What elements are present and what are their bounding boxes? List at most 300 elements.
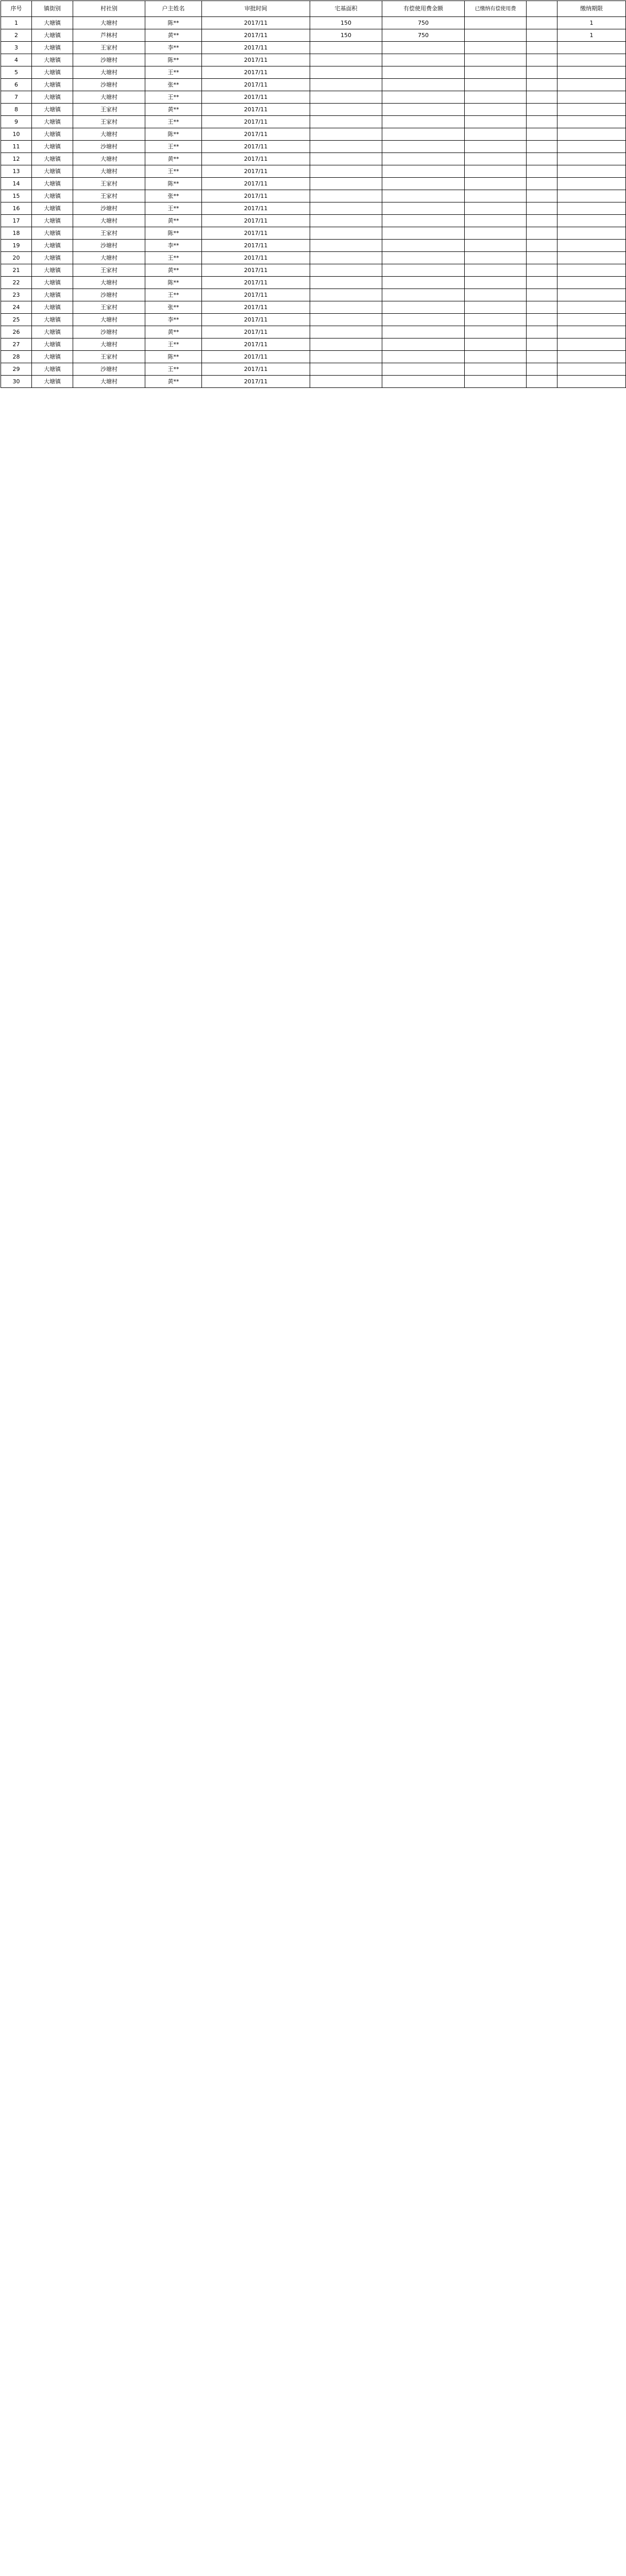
cell-area [310,66,382,79]
cell-fee [382,314,465,326]
table-body [1,17,626,388]
cell-fee [382,277,465,289]
cell-owed [465,54,527,66]
cell-area [310,240,382,252]
cell-owed [465,326,527,338]
table-row [1,252,626,264]
cell-owner: 王** [145,289,202,301]
cell-date: 2017/11 [202,227,310,240]
cell-town: 大塘镇 [32,338,73,351]
header-seq: 序号 [1,1,32,17]
cell-owed [465,141,527,153]
cell-term [557,240,626,252]
cell-date: 2017/11 [202,326,310,338]
cell-term [557,190,626,202]
cell-area [310,128,382,141]
cell-term [557,376,626,388]
cell-fee: 750 [382,17,465,29]
cell-village: 王家村 [73,351,145,363]
cell-owner: 陈** [145,351,202,363]
cell-area [310,153,382,165]
cell-paid [527,178,557,190]
cell-fee [382,227,465,240]
cell-owner: 张** [145,79,202,91]
cell-area [310,277,382,289]
cell-owner: 陈** [145,17,202,29]
cell-term [557,165,626,178]
cell-term [557,289,626,301]
cell-town: 大塘镇 [32,178,73,190]
cell-fee [382,338,465,351]
cell-fee [382,54,465,66]
table-row [1,116,626,128]
cell-area: 150 [310,29,382,42]
cell-paid [527,277,557,289]
cell-village: 大塘村 [73,17,145,29]
cell-village: 大塘村 [73,252,145,264]
cell-owed [465,91,527,104]
cell-town: 大塘镇 [32,301,73,314]
table-row [1,202,626,215]
cell-seq: 28 [1,351,32,363]
cell-area [310,141,382,153]
cell-paid [527,104,557,116]
cell-owed [465,153,527,165]
cell-term [557,215,626,227]
cell-owner: 黄** [145,29,202,42]
cell-seq: 30 [1,376,32,388]
cell-village: 沙塘村 [73,54,145,66]
cell-term [557,116,626,128]
cell-owed [465,29,527,42]
cell-owed [465,104,527,116]
table-row [1,178,626,190]
cell-area [310,79,382,91]
cell-paid [527,66,557,79]
cell-area [310,351,382,363]
cell-owner: 黄** [145,104,202,116]
cell-date: 2017/11 [202,351,310,363]
cell-seq: 20 [1,252,32,264]
cell-seq: 10 [1,128,32,141]
cell-seq: 25 [1,314,32,326]
cell-town: 大塘镇 [32,351,73,363]
cell-town: 大塘镇 [32,202,73,215]
cell-area [310,42,382,54]
cell-fee [382,178,465,190]
cell-town: 大塘镇 [32,79,73,91]
cell-paid [527,351,557,363]
cell-town: 大塘镇 [32,190,73,202]
cell-date: 2017/11 [202,301,310,314]
cell-term [557,79,626,91]
cell-owner: 王** [145,252,202,264]
cell-seq: 1 [1,17,32,29]
cell-area [310,301,382,314]
cell-term [557,54,626,66]
cell-seq: 22 [1,277,32,289]
cell-village: 大塘村 [73,376,145,388]
cell-area: 150 [310,17,382,29]
cell-town: 大塘镇 [32,141,73,153]
table-row [1,91,626,104]
cell-town: 大塘镇 [32,215,73,227]
cell-owner: 王** [145,91,202,104]
cell-town: 大塘镇 [32,326,73,338]
cell-town: 大塘镇 [32,128,73,141]
cell-term [557,227,626,240]
cell-owner: 王** [145,141,202,153]
header-village: 村社别 [73,1,145,17]
cell-term [557,301,626,314]
cell-village: 大塘村 [73,91,145,104]
data-table [1,1,626,388]
cell-fee [382,141,465,153]
table-row [1,29,626,42]
cell-area [310,54,382,66]
cell-owner: 王** [145,363,202,376]
cell-fee [382,91,465,104]
cell-paid [527,153,557,165]
cell-owed [465,227,527,240]
cell-fee [382,116,465,128]
cell-paid [527,314,557,326]
cell-fee [382,215,465,227]
cell-village: 大塘村 [73,66,145,79]
cell-town: 大塘镇 [32,363,73,376]
cell-term [557,104,626,116]
cell-date: 2017/11 [202,190,310,202]
cell-term: 1 [557,29,626,42]
cell-area [310,314,382,326]
cell-paid [527,338,557,351]
cell-seq: 4 [1,54,32,66]
cell-town: 大塘镇 [32,104,73,116]
cell-date: 2017/11 [202,178,310,190]
cell-owed [465,351,527,363]
cell-paid [527,54,557,66]
table-row [1,264,626,277]
cell-area [310,376,382,388]
cell-owner: 李** [145,42,202,54]
cell-date: 2017/11 [202,314,310,326]
table-row [1,277,626,289]
table-row [1,17,626,29]
cell-seq: 6 [1,79,32,91]
cell-paid [527,264,557,277]
cell-paid [527,190,557,202]
table-row [1,66,626,79]
cell-seq: 11 [1,141,32,153]
cell-owner: 黄** [145,153,202,165]
cell-paid [527,128,557,141]
cell-village: 大塘村 [73,338,145,351]
cell-village: 芦林村 [73,29,145,42]
cell-term [557,141,626,153]
cell-fee [382,165,465,178]
cell-owner: 黄** [145,215,202,227]
header-term: 缴纳期限 [557,1,626,17]
cell-village: 王家村 [73,42,145,54]
cell-village: 大塘村 [73,277,145,289]
cell-village: 沙塘村 [73,141,145,153]
table-row [1,190,626,202]
cell-term [557,338,626,351]
cell-village: 沙塘村 [73,240,145,252]
cell-date: 2017/11 [202,215,310,227]
cell-area [310,202,382,215]
cell-paid [527,141,557,153]
cell-area [310,104,382,116]
cell-fee [382,326,465,338]
cell-area [310,178,382,190]
cell-fee [382,79,465,91]
table-row [1,376,626,388]
cell-date: 2017/11 [202,338,310,351]
cell-seq: 2 [1,29,32,42]
cell-village: 大塘村 [73,128,145,141]
cell-owed [465,17,527,29]
cell-paid [527,227,557,240]
cell-town: 大塘镇 [32,17,73,29]
cell-seq: 13 [1,165,32,178]
cell-paid [527,116,557,128]
cell-date: 2017/11 [202,128,310,141]
cell-owed [465,252,527,264]
cell-fee [382,264,465,277]
cell-paid [527,376,557,388]
cell-term [557,277,626,289]
cell-seq: 5 [1,66,32,79]
table-row [1,314,626,326]
cell-paid [527,29,557,42]
cell-owner: 陈** [145,227,202,240]
cell-owner: 张** [145,301,202,314]
cell-paid [527,79,557,91]
cell-owner: 陈** [145,178,202,190]
cell-village: 王家村 [73,178,145,190]
cell-area [310,215,382,227]
cell-date: 2017/11 [202,17,310,29]
cell-owner: 王** [145,66,202,79]
cell-date: 2017/11 [202,153,310,165]
cell-owed [465,202,527,215]
cell-owner: 李** [145,240,202,252]
cell-village: 王家村 [73,190,145,202]
cell-town: 大塘镇 [32,54,73,66]
cell-village: 沙塘村 [73,79,145,91]
header-fee: 有偿使用费金额 [382,1,465,17]
cell-fee [382,128,465,141]
cell-town: 大塘镇 [32,227,73,240]
cell-term [557,202,626,215]
header-owner: 户主姓名 [145,1,202,17]
cell-village: 沙塘村 [73,202,145,215]
cell-seq: 26 [1,326,32,338]
cell-seq: 17 [1,215,32,227]
cell-paid [527,165,557,178]
cell-date: 2017/11 [202,91,310,104]
cell-seq: 18 [1,227,32,240]
header-town: 镇街别 [32,1,73,17]
cell-term [557,91,626,104]
cell-term [557,42,626,54]
cell-owed [465,301,527,314]
cell-village: 大塘村 [73,153,145,165]
cell-term: 1 [557,17,626,29]
cell-seq: 7 [1,91,32,104]
cell-owed [465,42,527,54]
cell-date: 2017/11 [202,141,310,153]
cell-area [310,289,382,301]
cell-seq: 19 [1,240,32,252]
cell-owner: 张** [145,190,202,202]
table-row [1,215,626,227]
cell-owed [465,289,527,301]
cell-town: 大塘镇 [32,252,73,264]
cell-town: 大塘镇 [32,66,73,79]
cell-date: 2017/11 [202,202,310,215]
table-row [1,42,626,54]
cell-village: 大塘村 [73,165,145,178]
cell-seq: 23 [1,289,32,301]
cell-village: 沙塘村 [73,363,145,376]
table-row [1,289,626,301]
cell-owed [465,314,527,326]
cell-owed [465,215,527,227]
cell-town: 大塘镇 [32,314,73,326]
cell-village: 王家村 [73,227,145,240]
table-row [1,227,626,240]
cell-seq: 8 [1,104,32,116]
cell-date: 2017/11 [202,289,310,301]
table-row [1,54,626,66]
cell-fee [382,240,465,252]
cell-date: 2017/11 [202,376,310,388]
cell-town: 大塘镇 [32,165,73,178]
cell-date: 2017/11 [202,79,310,91]
cell-area [310,91,382,104]
cell-term [557,128,626,141]
cell-fee [382,301,465,314]
cell-owner: 陈** [145,277,202,289]
cell-fee [382,66,465,79]
table-row [1,363,626,376]
table-row [1,338,626,351]
cell-term [557,178,626,190]
cell-village: 沙塘村 [73,289,145,301]
cell-town: 大塘镇 [32,91,73,104]
cell-date: 2017/11 [202,277,310,289]
cell-owed [465,190,527,202]
cell-owed [465,240,527,252]
cell-village: 王家村 [73,264,145,277]
cell-village: 大塘村 [73,314,145,326]
cell-paid [527,17,557,29]
table-row [1,153,626,165]
cell-fee [382,153,465,165]
cell-date: 2017/11 [202,104,310,116]
cell-paid [527,289,557,301]
cell-seq: 16 [1,202,32,215]
cell-owed [465,178,527,190]
cell-term [557,153,626,165]
cell-area [310,252,382,264]
cell-town: 大塘镇 [32,240,73,252]
cell-area [310,264,382,277]
cell-owner: 黄** [145,264,202,277]
cell-seq: 27 [1,338,32,351]
cell-village: 沙塘村 [73,326,145,338]
header-paid: 已缴纳有偿使用费 [465,1,527,17]
cell-area [310,165,382,178]
cell-owner: 王** [145,338,202,351]
cell-term [557,264,626,277]
cell-area [310,190,382,202]
cell-town: 大塘镇 [32,29,73,42]
cell-seq: 21 [1,264,32,277]
cell-paid [527,202,557,215]
cell-fee [382,104,465,116]
table-row [1,141,626,153]
table-row [1,79,626,91]
cell-owner: 李** [145,314,202,326]
cell-paid [527,301,557,314]
cell-seq: 24 [1,301,32,314]
cell-date: 2017/11 [202,252,310,264]
cell-town: 大塘镇 [32,116,73,128]
cell-seq: 3 [1,42,32,54]
cell-owed [465,165,527,178]
cell-town: 大塘镇 [32,153,73,165]
cell-term [557,326,626,338]
cell-owed [465,116,527,128]
cell-owed [465,264,527,277]
cell-owed [465,376,527,388]
cell-area [310,227,382,240]
cell-owner: 陈** [145,128,202,141]
cell-term [557,252,626,264]
cell-fee [382,351,465,363]
table-row [1,104,626,116]
cell-date: 2017/11 [202,29,310,42]
cell-area [310,326,382,338]
cell-date: 2017/11 [202,54,310,66]
cell-town: 大塘镇 [32,277,73,289]
cell-fee [382,289,465,301]
cell-owed [465,277,527,289]
cell-owner: 王** [145,165,202,178]
cell-owner: 黄** [145,326,202,338]
cell-owner: 黄** [145,376,202,388]
header-date: 审批时间 [202,1,310,17]
cell-area [310,116,382,128]
cell-area [310,338,382,351]
cell-date: 2017/11 [202,165,310,178]
cell-area [310,363,382,376]
cell-seq: 14 [1,178,32,190]
cell-date: 2017/11 [202,240,310,252]
cell-owed [465,66,527,79]
header-area: 宅基面积 [310,1,382,17]
cell-paid [527,252,557,264]
cell-date: 2017/11 [202,116,310,128]
cell-paid [527,363,557,376]
cell-fee [382,363,465,376]
cell-owed [465,363,527,376]
cell-owed [465,79,527,91]
cell-paid [527,240,557,252]
